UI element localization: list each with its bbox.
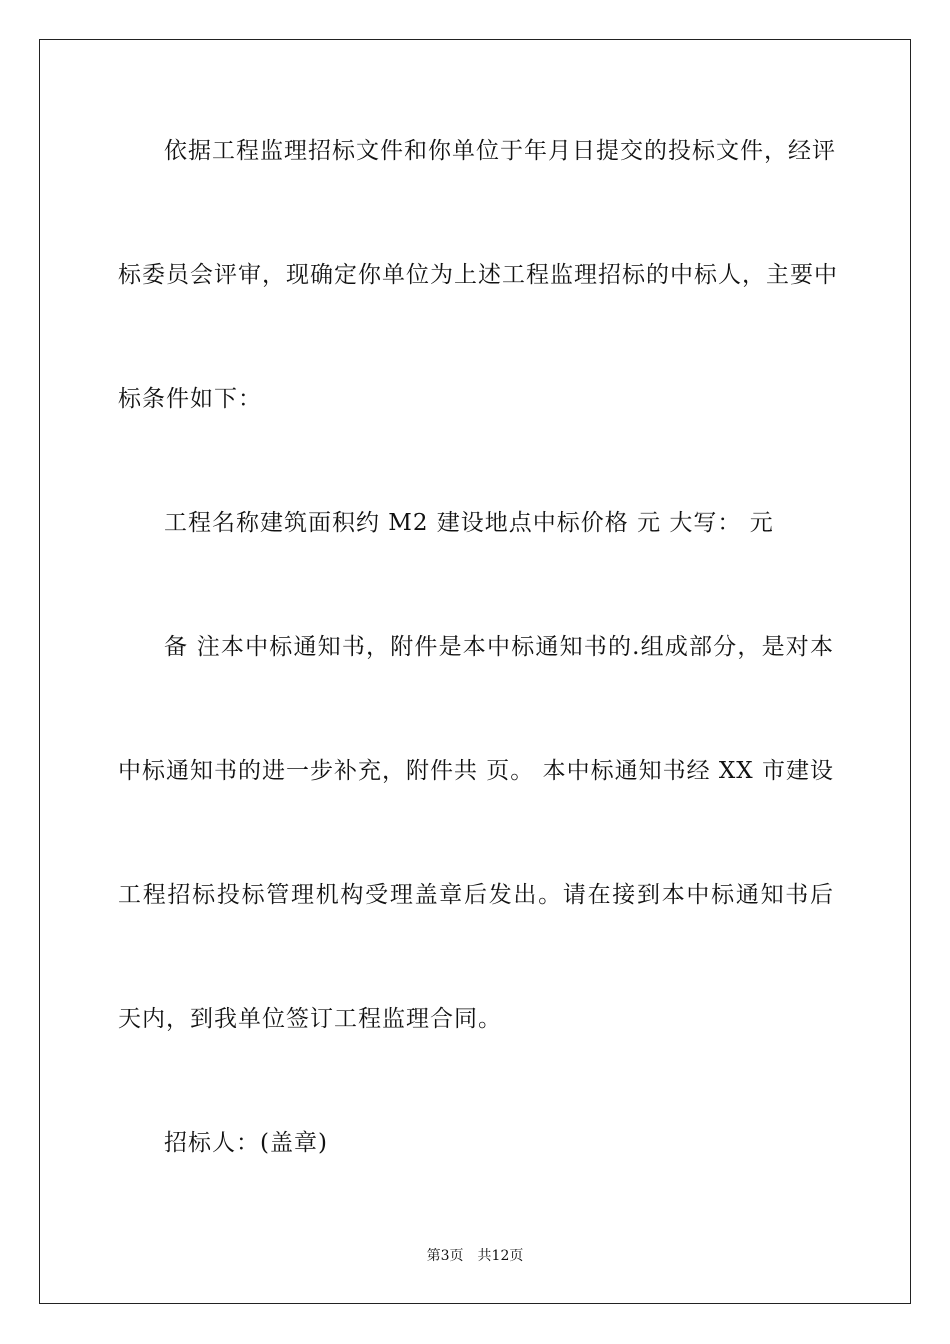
- paragraph-line-2: 标委员会评审，现确定你单位为上述工程监理招标的中标人，主要中: [118, 262, 838, 288]
- page-number-footer: 第3页 共12页: [426, 1248, 524, 1264]
- paragraph-line-4: 工程名称建筑面积约 M2 建设地点中标价格 元 大写： 元: [164, 510, 774, 536]
- paragraph-line-6: 中标通知书的进一步补充，附件共 页。 本中标通知书经 XX 市建设: [118, 758, 834, 784]
- paragraph-line-1: 依据工程监理招标文件和你单位于年月日提交的投标文件，经评: [164, 138, 836, 164]
- paragraph-line-3: 标条件如下：: [118, 386, 262, 412]
- signature-line: 招标人：(盖章): [164, 1130, 328, 1156]
- paragraph-line-8: 天内，到我单位签订工程监理合同。: [118, 1006, 502, 1032]
- page-border: [39, 39, 911, 1304]
- paragraph-line-5: 备 注本中标通知书，附件是本中标通知书的.组成部分，是对本: [164, 634, 834, 660]
- paragraph-line-7: 工程招标投标管理机构受理盖章后发出。请在接到本中标通知书后: [118, 882, 834, 908]
